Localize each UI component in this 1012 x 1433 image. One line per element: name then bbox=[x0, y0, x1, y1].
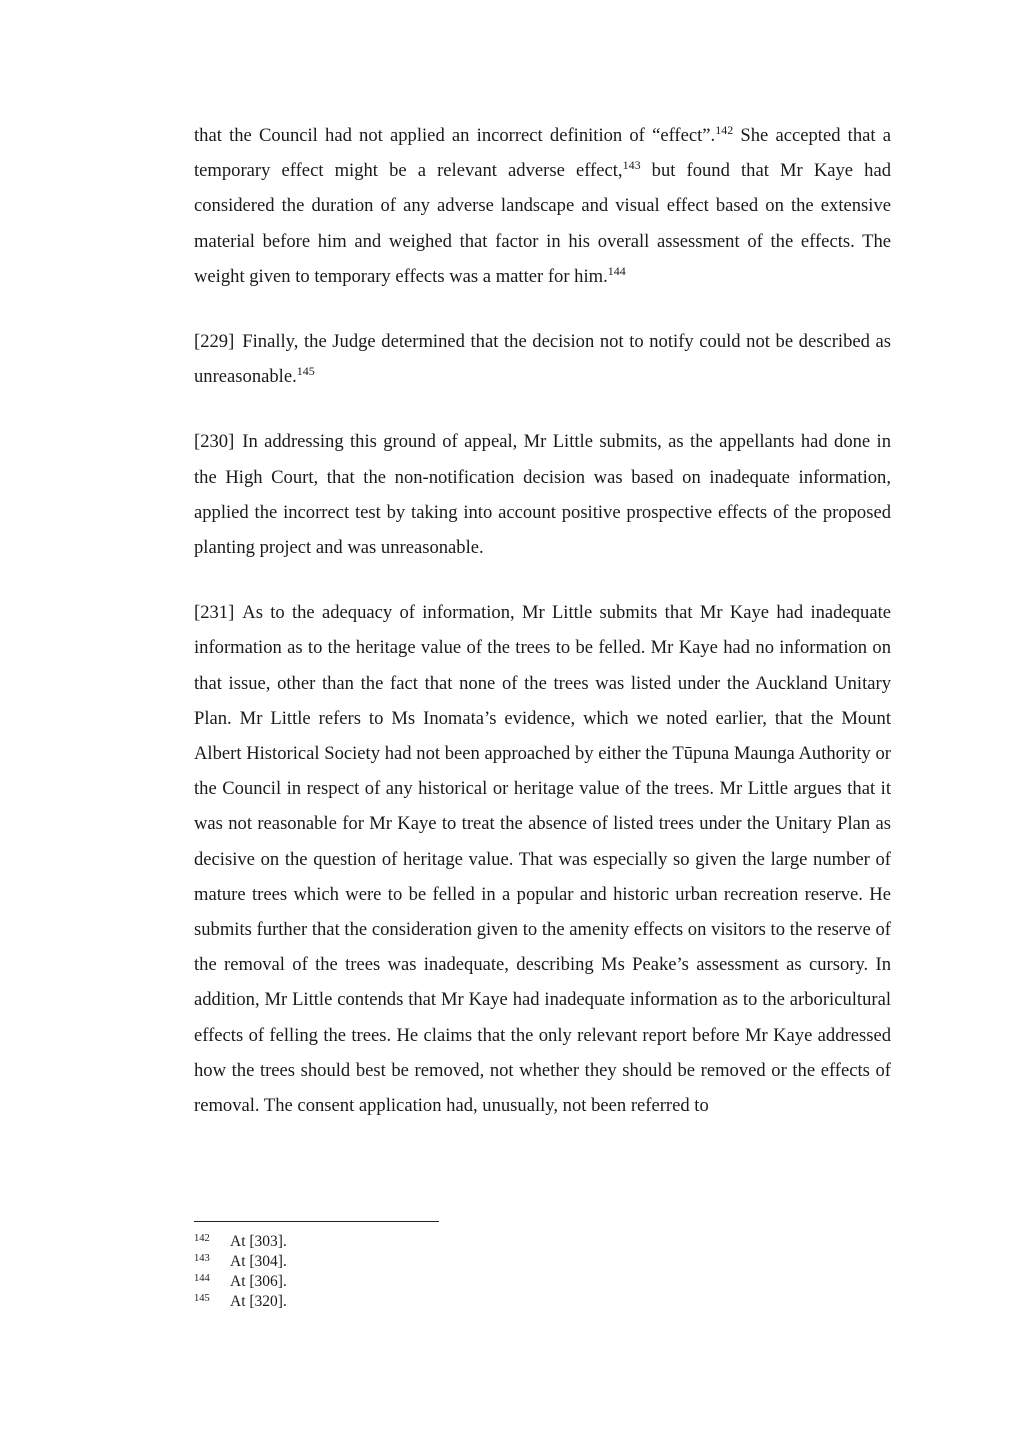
footnote-reference[interactable]: 144 bbox=[607, 263, 626, 278]
paragraph bbox=[194, 424, 891, 565]
footnote-text: At [303]. bbox=[230, 1233, 287, 1250]
footnote-text: At [304]. bbox=[230, 1253, 287, 1270]
footnote-reference[interactable]: 143 bbox=[622, 158, 641, 173]
footnote-item bbox=[194, 1252, 594, 1272]
footnote-separator bbox=[194, 1221, 439, 1222]
paragraph bbox=[194, 595, 891, 1123]
paragraph-text: Finally, the Judge determined that the decision not to notify could not be described as unreasonable. bbox=[194, 331, 891, 388]
paragraph-text: In addressing this ground of appeal, Mr Little submits, as the appellants had done in the High Court, that the non-notification decision was based on inadequate information, applied the incorrect test by taking into account positive prospective effects of the proposed planting project and was unreasonable. bbox=[194, 431, 891, 559]
paragraph-number: [229] bbox=[194, 331, 235, 353]
footnote-number: 144 bbox=[194, 1273, 210, 1284]
footnote-item bbox=[194, 1232, 594, 1252]
footnote-reference[interactable]: 145 bbox=[296, 364, 315, 379]
judgment-body bbox=[194, 118, 891, 1153]
footnote-reference[interactable]: 142 bbox=[715, 123, 734, 137]
paragraph-number: [231] bbox=[194, 602, 235, 624]
paragraph-text: She accepted that a temporary effect might be a relevant adverse effect, bbox=[194, 125, 891, 182]
paragraph-continued bbox=[194, 118, 891, 294]
paragraph-text: As to the adequacy of information, Mr Little submits that Mr Kaye had inadequate information as to the heritage value of the trees to be felled. Mr Kaye had no information on that issue, other than the fact that none of the trees was listed under the Auckland Unitary Plan. Mr Little refers to Ms Inomata’s evidence, which we noted earlier, that the Mount Albert Historical Society had not been approached by either the Tūpuna Maunga Authority or the Council in respect of any historical or heritage value of the trees. Mr Little argues that it was not reasonable for Mr Kaye to treat the absence of listed trees under the Unitary Plan as decisive on the question of heritage value. That was especially so given the large number of mature trees which were to be felled in a popular and historic urban recreation reserve. He submits further that the consideration given to the amenity effects on visitors to the reserve of the removal of the trees was inadequate, describing Ms Peake’s assessment as cursory. In addition, Mr Little contends that Mr Kaye had inadequate information as to the arboricultural effects of felling the trees. He claims that the only relevant report before Mr Kaye addressed how the trees should best be removed, not whether they should be removed or the effects of removal. The consent application had, unusually, not been referred to bbox=[194, 602, 891, 1117]
paragraph-text: that the Council had not applied an incorrect definition of “effect”. bbox=[194, 125, 716, 146]
footnote-number: 143 bbox=[194, 1253, 210, 1264]
footnote-number: 145 bbox=[194, 1293, 210, 1304]
footnote-number: 142 bbox=[194, 1233, 210, 1244]
paragraph-text: but found that Mr Kaye had considered the duration of any adverse landscape and visual effect based on the extensive material before him and weighed that factor in his overall assessment of the effects. The weight given to temporary effects was a matter for him. bbox=[194, 160, 891, 287]
paragraph-number: [230] bbox=[194, 431, 235, 453]
paragraph bbox=[194, 324, 891, 394]
footnote-item bbox=[194, 1272, 594, 1292]
footnote-item bbox=[194, 1292, 594, 1312]
footnotes bbox=[194, 1232, 594, 1312]
footnote-text: At [306]. bbox=[230, 1273, 287, 1290]
footnote-text: At [320]. bbox=[230, 1293, 287, 1310]
